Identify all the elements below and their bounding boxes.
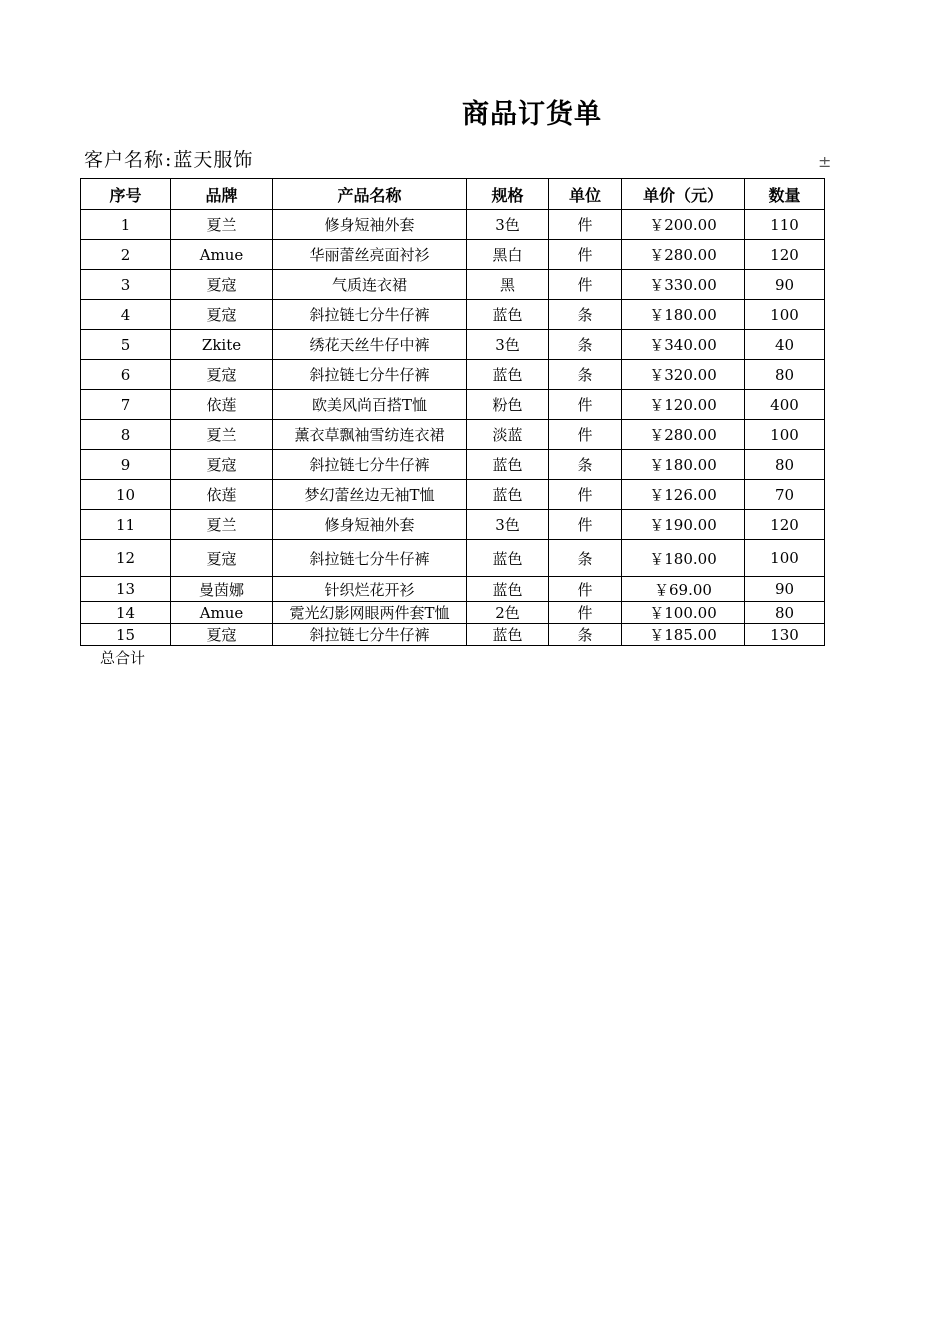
- cell-product: 梦幻蕾丝边无袖T恤: [273, 480, 467, 510]
- cell-price: ￥69.00: [622, 577, 745, 602]
- cell-unit: 条: [549, 330, 622, 360]
- cell-product: 斜拉链七分牛仔裤: [273, 360, 467, 390]
- cell-index: 6: [81, 360, 171, 390]
- cell-index: 1: [81, 210, 171, 240]
- page-title: 商品订货单: [462, 99, 602, 130]
- cell-index: 9: [81, 450, 171, 480]
- cell-brand: 夏寇: [171, 540, 273, 577]
- cell-unit: 条: [549, 450, 622, 480]
- cell-unit: 件: [549, 510, 622, 540]
- cell-quantity: 400: [745, 390, 825, 420]
- cell-brand: Zkite: [171, 330, 273, 360]
- cell-spec: 蓝色: [467, 300, 549, 330]
- cell-spec: 蓝色: [467, 577, 549, 602]
- cell-spec: 蓝色: [467, 480, 549, 510]
- cell-quantity: 90: [745, 270, 825, 300]
- column-header-price: 单价（元）: [622, 179, 745, 210]
- column-header-brand: 品牌: [171, 179, 273, 210]
- cell-price: ￥340.00: [622, 330, 745, 360]
- cell-index: 13: [81, 577, 171, 602]
- cell-price: ￥180.00: [622, 540, 745, 577]
- cell-product: 修身短袖外套: [273, 210, 467, 240]
- cell-brand: 夏兰: [171, 420, 273, 450]
- cell-product: 斜拉链七分牛仔裤: [273, 624, 467, 646]
- table-row: [81, 540, 825, 577]
- cell-unit: 件: [549, 270, 622, 300]
- table-row: [81, 270, 825, 300]
- column-header-spec: 规格: [467, 179, 549, 210]
- cell-product: 斜拉链七分牛仔裤: [273, 540, 467, 577]
- cell-spec: 2色: [467, 602, 549, 624]
- column-header-index: 序号: [81, 179, 171, 210]
- table-row: [81, 602, 825, 624]
- table-row: [81, 390, 825, 420]
- cell-product: 绣花天丝牛仔中裤: [273, 330, 467, 360]
- cell-quantity: 40: [745, 330, 825, 360]
- cell-unit: 件: [549, 602, 622, 624]
- cell-unit: 条: [549, 360, 622, 390]
- table-row: [81, 577, 825, 602]
- cell-spec: 3色: [467, 510, 549, 540]
- cell-spec: 蓝色: [467, 360, 549, 390]
- customer-separator: :: [165, 149, 173, 171]
- cell-price: ￥180.00: [622, 450, 745, 480]
- cell-price: ￥126.00: [622, 480, 745, 510]
- cell-spec: 粉色: [467, 390, 549, 420]
- column-header-product: 产品名称: [273, 179, 467, 210]
- cell-index: 5: [81, 330, 171, 360]
- cell-price: ￥190.00: [622, 510, 745, 540]
- table-row: [81, 510, 825, 540]
- cell-unit: 条: [549, 540, 622, 577]
- cell-brand: 夏寇: [171, 624, 273, 646]
- cell-quantity: 100: [745, 420, 825, 450]
- cell-unit: 条: [549, 300, 622, 330]
- table-row: [81, 450, 825, 480]
- cell-product: 斜拉链七分牛仔裤: [273, 450, 467, 480]
- cell-unit: 件: [549, 210, 622, 240]
- cell-quantity: 100: [745, 300, 825, 330]
- cell-brand: Amue: [171, 602, 273, 624]
- cell-spec: 蓝色: [467, 624, 549, 646]
- cell-quantity: 100: [745, 540, 825, 577]
- cell-index: 4: [81, 300, 171, 330]
- cell-product: 针织烂花开衫: [273, 577, 467, 602]
- cell-brand: 夏寇: [171, 300, 273, 330]
- cell-index: 15: [81, 624, 171, 646]
- cell-unit: 件: [549, 240, 622, 270]
- cell-price: ￥320.00: [622, 360, 745, 390]
- cell-index: 2: [81, 240, 171, 270]
- cell-price: ￥100.00: [622, 602, 745, 624]
- grand-total-label: 总合计: [100, 649, 146, 667]
- cell-index: 14: [81, 602, 171, 624]
- table-row: [81, 240, 825, 270]
- cell-spec: 3色: [467, 330, 549, 360]
- customer-line: [84, 145, 253, 172]
- cell-quantity: 70: [745, 480, 825, 510]
- cell-index: 8: [81, 420, 171, 450]
- cell-spec: 蓝色: [467, 540, 549, 577]
- cell-price: ￥180.00: [622, 300, 745, 330]
- cell-unit: 件: [549, 480, 622, 510]
- cell-quantity: 120: [745, 240, 825, 270]
- cell-quantity: 80: [745, 360, 825, 390]
- cell-brand: 依莲: [171, 480, 273, 510]
- cell-product: 华丽蕾丝亮面衬衫: [273, 240, 467, 270]
- order-table: [80, 178, 825, 646]
- cell-price: ￥200.00: [622, 210, 745, 240]
- column-header-unit: 单位: [549, 179, 622, 210]
- cell-price: ￥185.00: [622, 624, 745, 646]
- cell-product: 气质连衣裙: [273, 270, 467, 300]
- table-row: [81, 210, 825, 240]
- header-row: [81, 179, 825, 210]
- cell-product: 欧美风尚百搭T恤: [273, 390, 467, 420]
- cell-quantity: 120: [745, 510, 825, 540]
- cell-quantity: 130: [745, 624, 825, 646]
- cell-quantity: 90: [745, 577, 825, 602]
- cell-quantity: 80: [745, 602, 825, 624]
- cell-product: 薰衣草飘袖雪纺连衣裙: [273, 420, 467, 450]
- cell-unit: 件: [549, 420, 622, 450]
- table-row: [81, 330, 825, 360]
- cell-brand: 夏兰: [171, 510, 273, 540]
- cell-product: 修身短袖外套: [273, 510, 467, 540]
- cell-unit: 件: [549, 577, 622, 602]
- cell-product: 斜拉链七分牛仔裤: [273, 300, 467, 330]
- table-row: [81, 624, 825, 646]
- cell-spec: 淡蓝: [467, 420, 549, 450]
- cell-brand: 夏兰: [171, 210, 273, 240]
- cell-spec: 蓝色: [467, 450, 549, 480]
- customer-name: 蓝天服饰: [173, 149, 254, 171]
- cell-index: 7: [81, 390, 171, 420]
- cell-brand: 夏寇: [171, 360, 273, 390]
- cell-quantity: 80: [745, 450, 825, 480]
- table-row: [81, 420, 825, 450]
- cell-brand: 依莲: [171, 390, 273, 420]
- cell-brand: 夏寇: [171, 270, 273, 300]
- table-row: [81, 300, 825, 330]
- cell-product: 霓光幻影网眼两件套T恤: [273, 602, 467, 624]
- cell-price: ￥330.00: [622, 270, 745, 300]
- cell-index: 3: [81, 270, 171, 300]
- cell-brand: 夏寇: [171, 450, 273, 480]
- cell-spec: 3色: [467, 210, 549, 240]
- cell-index: 11: [81, 510, 171, 540]
- cell-index: 12: [81, 540, 171, 577]
- cell-quantity: 110: [745, 210, 825, 240]
- cell-unit: 件: [549, 390, 622, 420]
- column-header-quantity: 数量: [745, 179, 825, 210]
- cell-brand: 曼茵娜: [171, 577, 273, 602]
- cell-spec: 黑: [467, 270, 549, 300]
- cell-spec: 黑白: [467, 240, 549, 270]
- customer-label: 客户名称: [84, 149, 165, 171]
- cell-price: ￥280.00: [622, 240, 745, 270]
- cell-price: ￥120.00: [622, 390, 745, 420]
- clipped-edge-mark: ±: [818, 152, 832, 171]
- table-row: [81, 480, 825, 510]
- cell-brand: Amue: [171, 240, 273, 270]
- cell-index: 10: [81, 480, 171, 510]
- cell-unit: 条: [549, 624, 622, 646]
- cell-price: ￥280.00: [622, 420, 745, 450]
- table-row: [81, 360, 825, 390]
